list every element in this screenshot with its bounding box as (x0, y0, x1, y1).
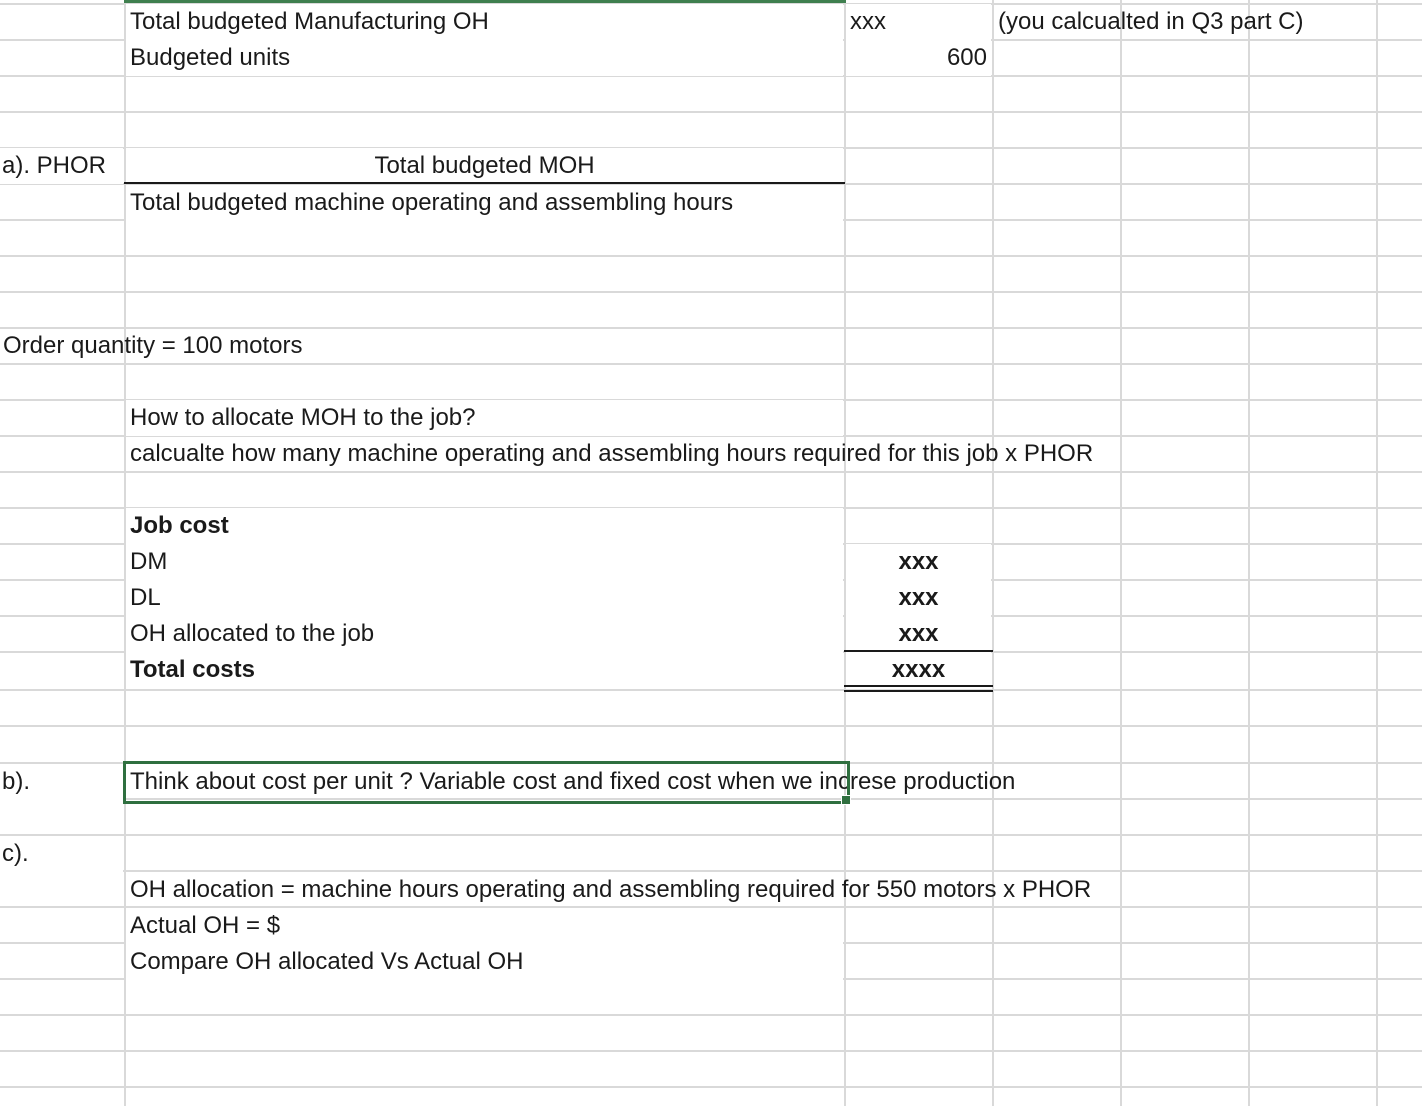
cell-total-costs-label[interactable]: Total costs (126, 652, 843, 688)
row-gridline (0, 255, 1422, 257)
cell-phor-denominator[interactable]: Total budgeted machine operating and assembling hours (126, 185, 843, 221)
row-gridline (0, 111, 1422, 113)
cell-job-cost-dm-value[interactable]: xxx (846, 544, 991, 580)
cell-part-c-label[interactable]: c). (0, 836, 123, 872)
cell-part-b-text[interactable]: Think about cost per unit ? Variable cost and fixed cost when we increse production (130, 768, 1016, 795)
row-gridline (0, 1086, 1422, 1088)
cell-budgeted-units-value[interactable]: 600 (846, 40, 991, 76)
row-gridline (0, 1014, 1422, 1016)
cell-total-budgeted-moh-label[interactable]: Total budgeted Manufacturing OH (126, 4, 843, 40)
cell-job-cost-heading[interactable]: Job cost (126, 508, 843, 544)
cell-job-cost-dl-label[interactable]: DL (126, 580, 843, 616)
cell-job-cost-dm-label[interactable]: DM (126, 544, 843, 580)
cell-job-cost-oh-label[interactable]: OH allocated to the job (126, 616, 843, 652)
cell-job-cost-dl-value[interactable]: xxx (846, 580, 991, 616)
cell-moh-note[interactable]: (you calcualted in Q3 part C) (998, 8, 1304, 35)
cell-part-b-label[interactable]: b). (0, 764, 123, 800)
total-double-underline-bottom (844, 690, 993, 692)
cell-actual-oh[interactable]: Actual OH = $ (126, 908, 843, 944)
cell-part-a-label[interactable]: a). PHOR (0, 148, 123, 184)
fill-handle[interactable] (841, 795, 851, 805)
cell-budgeted-units-label[interactable]: Budgeted units (126, 40, 843, 76)
cell-allocation-explanation[interactable]: calcualte how many machine operating and assembling hours required for this job x PHOR (130, 440, 1094, 467)
fraction-line (124, 182, 845, 184)
cell-oh-allocation-formula[interactable]: OH allocation = machine hours operating and assembling required for 550 motors x PHOR (130, 876, 1092, 903)
cell-order-quantity[interactable]: Order quantity = 100 motors (3, 332, 303, 359)
total-double-underline-top (844, 685, 993, 687)
cell-compare-oh[interactable]: Compare OH allocated Vs Actual OH (126, 944, 843, 980)
column-gridline (1376, 0, 1378, 1106)
cell-total-budgeted-moh-value[interactable]: xxx (846, 4, 991, 40)
selection-top-edge (124, 0, 846, 3)
cell-total-costs-value[interactable]: xxxx (846, 652, 991, 688)
row-gridline (0, 689, 1422, 691)
row-gridline (0, 834, 1422, 836)
cell-allocation-question[interactable]: How to allocate MOH to the job? (126, 400, 843, 436)
column-gridline (1120, 0, 1122, 1106)
cell-job-cost-oh-value[interactable]: xxx (846, 616, 991, 652)
row-gridline (0, 1050, 1422, 1052)
column-gridline (992, 0, 994, 1106)
row-gridline (0, 291, 1422, 293)
cell-phor-numerator[interactable]: Total budgeted MOH (126, 148, 843, 184)
column-gridline (1248, 0, 1250, 1106)
row-gridline (0, 725, 1422, 727)
